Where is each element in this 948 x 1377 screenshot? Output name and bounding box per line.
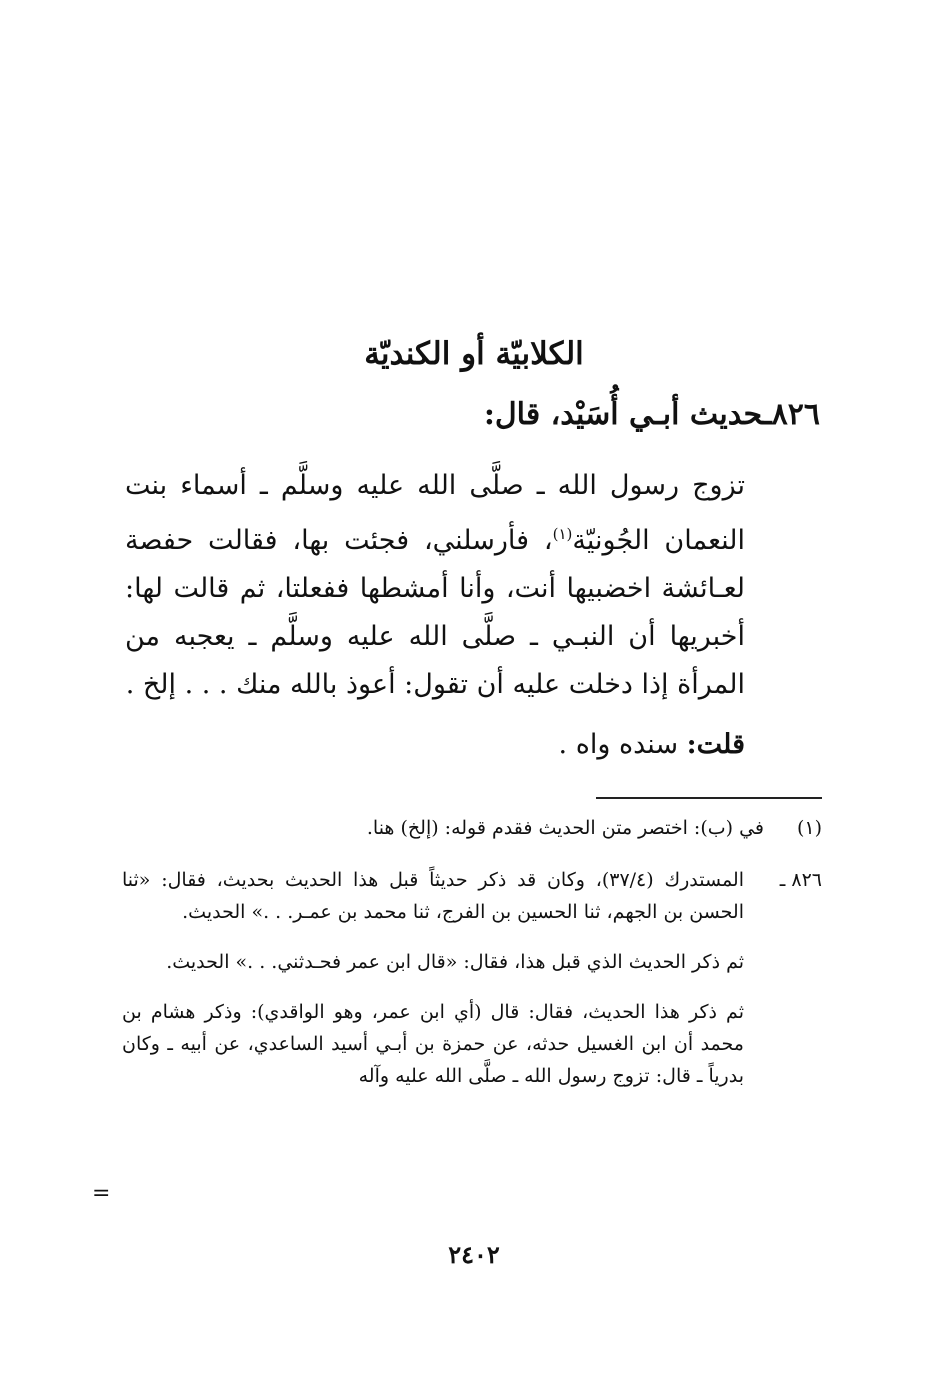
continuation-mark: = xyxy=(92,1181,111,1206)
hadith-heading-text: حديث أبـي أُسَيْد، قال: xyxy=(483,397,763,432)
footnote-826-paragraph-3: ثم ذكر هذا الحديث، فقال: قال (أي ابن عمر، وهو الواقدي): وذكر هشام بن محمد أن ابن الغسيل حدثه، عن حمزة بن أبـي أسيد الساعدي، عن أبيه ـ وكان بدرياً ـ قال: تزوج رسول الله ـ صلَّى الله عليه وآله xyxy=(122,1001,744,1087)
hadith-dash: ـ xyxy=(762,397,772,432)
footnote-ref[interactable]: (١) xyxy=(552,525,573,543)
hadith-paragraph xyxy=(125,462,745,709)
hadith-body xyxy=(125,462,745,709)
footnote-separator xyxy=(596,797,822,799)
author-comment xyxy=(125,722,745,768)
footnote-826-paragraph-1: المستدرك (٣٧/٤)، وكان قد ذكر حديثاً قبل هذا الحديث بحديث، فقال: «ثنا الحسن بن الجهم، ثنا الحسين بن الفرج، ثنا محمد بن عمـر. . .» الحديث. xyxy=(122,869,744,923)
page-number: ٢٤٠٢ xyxy=(448,1240,500,1269)
chapter-title: الكلابيّة أو الكنديّة xyxy=(364,336,584,372)
footnote-1-text: في (ب): اختصر متن الحديث فقدم قوله: (إلخ) هنا. xyxy=(366,817,764,839)
hadith-heading xyxy=(120,392,820,438)
footnote-1-mark: (١) xyxy=(796,817,822,839)
author-comment-text: سنده واه . xyxy=(558,729,679,760)
author-comment-label: قلت: xyxy=(686,729,745,760)
hadith-text-part-2: ، فأرسلني، فجئت بها، فقالت حفصة لعـائشة اخضبيها أنت، وأنا أمشطها ففعلتا، ثم قالت لها: أخبريها أن النبـي ـ صلَّى الله عليه وسلَّم ـ يعجبه من المرأة إذا دخلت عليه أن تقول: أعوذ بالله منك . . . إلخ . xyxy=(125,525,745,700)
hadith-text-part-1: تزوج رسول الله ـ صلَّى الله عليه وسلَّم ـ أسماء بنت النعمان الجُونيّة xyxy=(125,470,745,556)
footnote-826-paragraph-2: ثم ذكر الحديث الذي قبل هذا، فقال: «قال ابن عمر فحـدثني. . .» الحديث. xyxy=(166,951,744,973)
hadith-number: ٨٢٦ xyxy=(771,397,820,432)
footnote-826-text xyxy=(122,864,744,1110)
footnote-826-mark: ٨٢٦ ـ xyxy=(779,869,822,891)
